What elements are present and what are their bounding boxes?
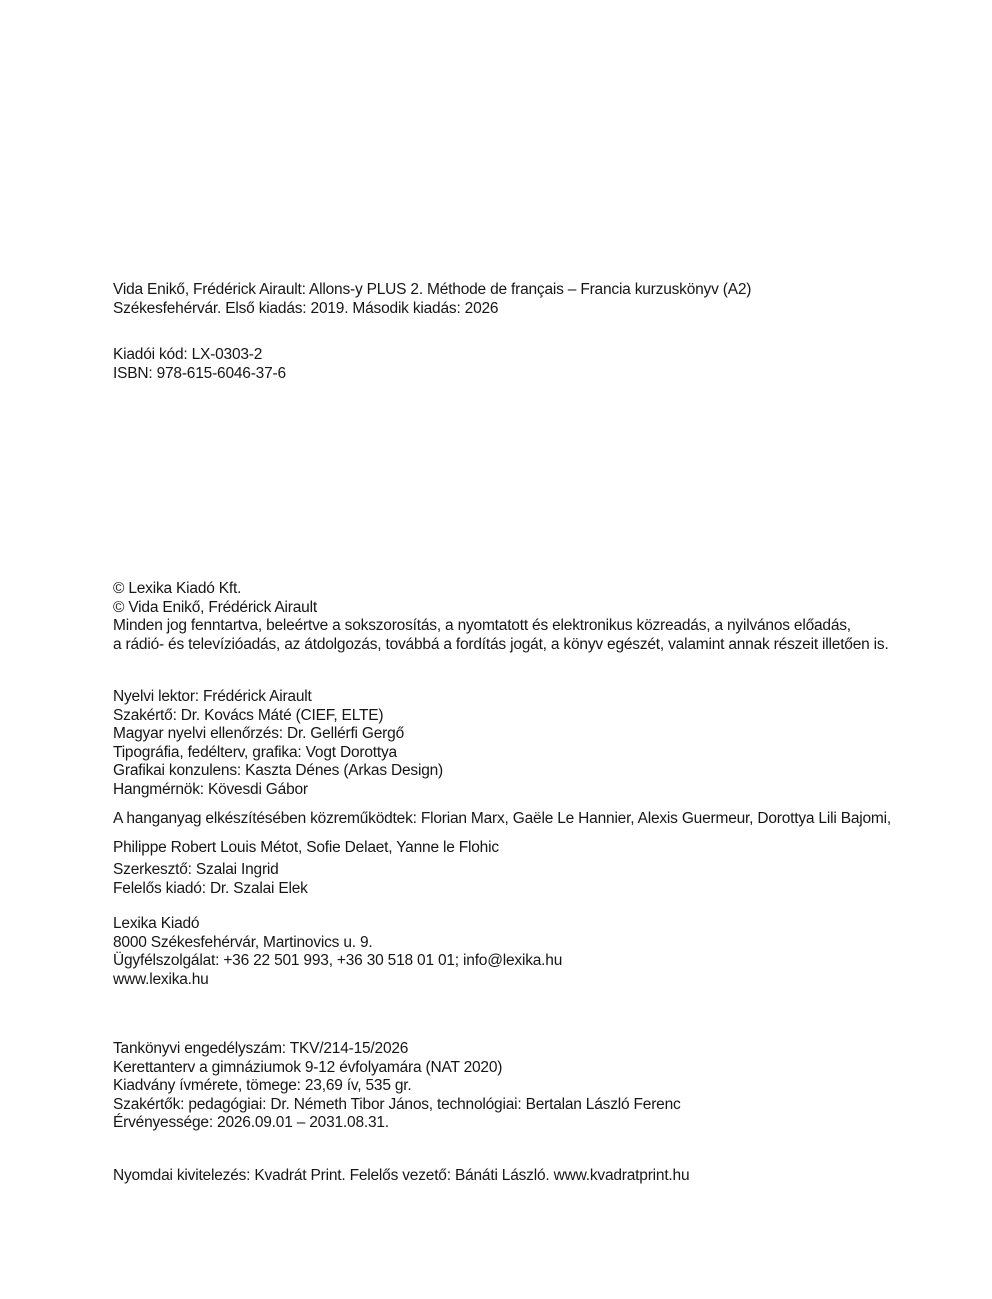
text-line: Grafikai konzulens: Kaszta Dénes (Arkas Design): [113, 762, 444, 779]
editors-block: [113, 861, 308, 898]
text-line: Kiadói kód: LX-0303-2: [113, 346, 263, 363]
text-line: Székesfehérvár. Első kiadás: 2019. Második kiadás: 2026: [113, 299, 499, 317]
text-line: Ügyfélszolgálat: +36 22 501 993, +36 30 518 01 01; info@lexika.hu: [113, 952, 563, 969]
text-line: Tankönyvi engedélyszám: TKV/214-15/2026: [113, 1040, 409, 1057]
textbook-block: [113, 1040, 681, 1133]
title-block: [113, 281, 751, 318]
text-line: Lexika Kiadó: [113, 915, 200, 932]
text-line: Tipográfia, fedélterv, grafika: Vogt Dorottya: [113, 743, 397, 761]
text-line: Érvényessége: 2026.09.01 – 2031.08.31.: [113, 1114, 389, 1131]
credits-block: [113, 688, 443, 799]
publisher-block: [113, 915, 562, 989]
text-line: A hanganyag elkészítésében közreműködtek: Florian Marx, Gaële Le Hannier, Alexis Guermeur, Dorottya Lili Bajomi,: [113, 810, 891, 827]
audio-block: [113, 804, 891, 862]
text-line: www.lexika.hu: [113, 970, 209, 988]
text-line: Felelős kiadó: Dr. Szalai Elek: [113, 879, 308, 897]
text-line: 8000 Székesfehérvár, Martinovics u. 9.: [113, 933, 373, 951]
text-line: © Lexika Kiadó Kft.: [113, 580, 242, 597]
text-line: Nyelvi lektor: Frédérick Airault: [113, 688, 312, 705]
text-line: Szakértők: pedagógiai: Dr. Németh Tibor János, technológiai: Bertalan László Ferenc: [113, 1095, 681, 1113]
text-line: Minden jog fenntartva, beleértve a sokszorosítás, a nyomtatott és elektronikus közreadás, a nyilvános előadás,: [113, 617, 851, 634]
text-line: Kiadvány ívmérete, tömege: 23,69 ív, 535 gr.: [113, 1077, 412, 1094]
code-block: [113, 346, 286, 383]
text-line: a rádió- és televízióadás, az átdolgozás, továbbá a fordítás jogát, a könyv egészét, valamint annak részeit illetően is.: [113, 635, 889, 653]
text-line: Kerettanterv a gimnáziumok 9-12 évfolyamára (NAT 2020): [113, 1058, 503, 1076]
text-line: Szakértő: Dr. Kovács Máté (CIEF, ELTE): [113, 706, 384, 724]
print-block: [113, 1167, 689, 1186]
text-line: Hangmérnök: Kövesdi Gábor: [113, 780, 308, 798]
text-line: ISBN: 978-615-6046-37-6: [113, 364, 286, 382]
text-line: © Vida Enikő, Frédérick Airault: [113, 598, 317, 616]
text-line: Szerkesztő: Szalai Ingrid: [113, 861, 279, 878]
text-line: Vida Enikő, Frédérick Airault: Allons-y PLUS 2. Méthode de français – Francia kurzuskönyv (A2): [113, 281, 752, 298]
text-line: Philippe Robert Louis Métot, Sofie Delaet, Yanne le Flohic: [113, 839, 499, 856]
copyright-block: [113, 580, 889, 654]
text-line: Nyomdai kivitelezés: Kvadrát Print. Felelős vezető: Bánáti László. www.kvadratprint.hu: [113, 1167, 690, 1184]
text-line: Magyar nyelvi ellenőrzés: Dr. Gellérfi Gergő: [113, 725, 404, 742]
